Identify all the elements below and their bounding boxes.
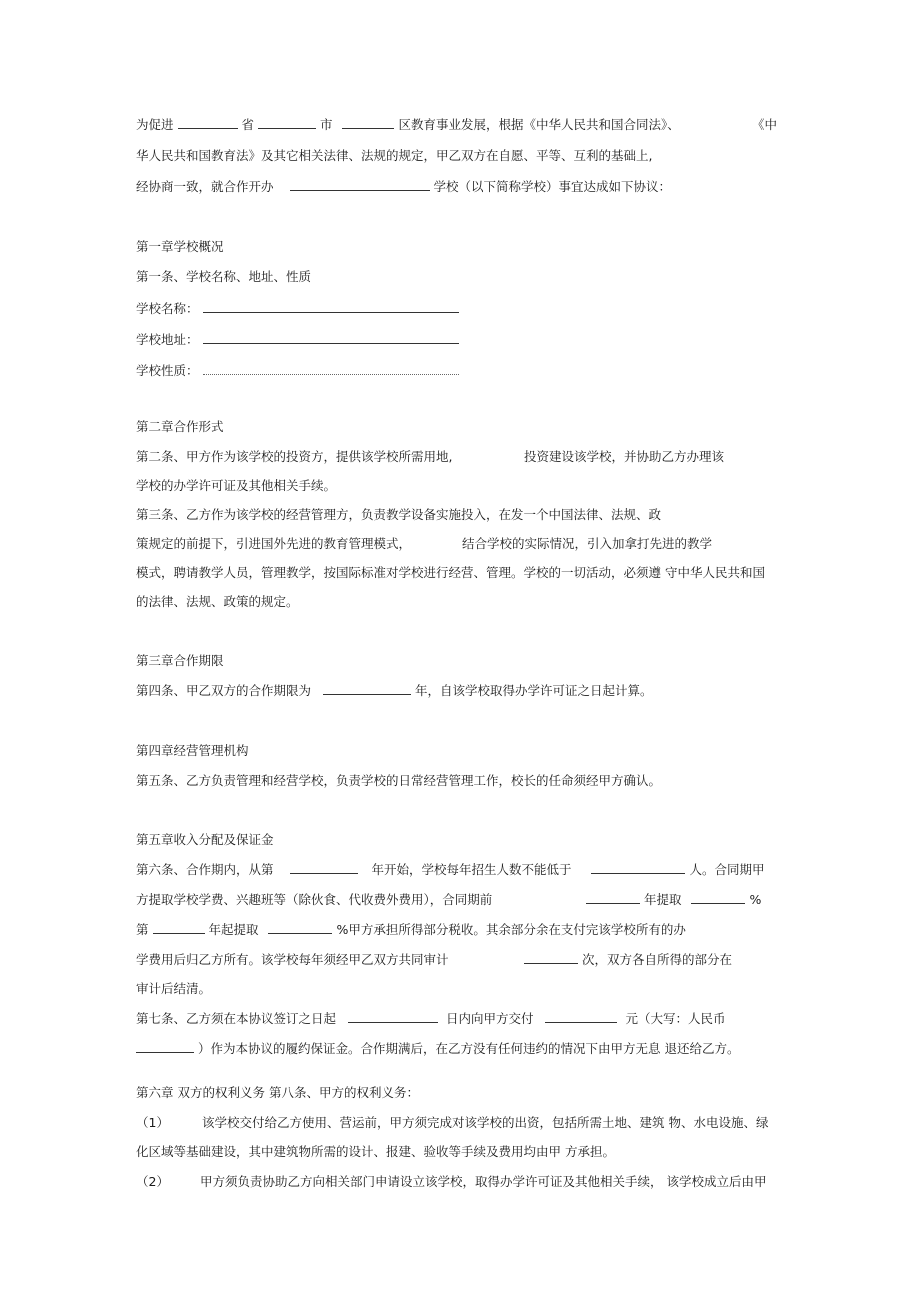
article-6-line-1 (136, 861, 764, 879)
chapter-5-title: 第五章收入分配及保证金 (136, 832, 274, 847)
article-2-line-1b: 投资建设该学校，并协助乙方办理该 (524, 449, 725, 464)
article-7-line-1 (136, 1010, 725, 1028)
intro-line-1 (136, 116, 680, 134)
early-years-blank[interactable] (586, 891, 640, 904)
article-6-line-5: 审计后结清。 (136, 981, 212, 996)
text: 第 (136, 922, 149, 937)
article-3-line-3: 模式，聘请教学人员，管理教学，按国际标准对学校进行经营、管理。学校的一切活动，必须遵 守中华人民共和国 (136, 565, 765, 580)
article-7-line-2 (136, 1040, 739, 1058)
article-3-line-4: 的法律、法规、政策的规定。 (136, 594, 299, 609)
article-5: 第五条、乙方负责管理和经营学校，负责学校的日常经营管理工作，校长的任命须经甲方确认。 (136, 773, 662, 788)
text: 次，双方各自所得的部分在 (581, 952, 732, 967)
province-blank[interactable] (178, 116, 238, 129)
deposit-amount-blank[interactable] (545, 1010, 617, 1023)
text: 元（大写：人民币 (625, 1011, 726, 1026)
chapter-1-title: 第一章学校概况 (136, 239, 224, 254)
audit-times-blank[interactable] (524, 951, 578, 964)
article-3-line-2a: 策规定的前提下，引进国外先进的教育管理模式， (136, 536, 412, 551)
text: 学校（以下简称学校）事宜达成如下协议： (433, 179, 671, 194)
deposit-words-blank[interactable] (136, 1040, 194, 1053)
school-address-row (136, 331, 459, 349)
chapter-6-title: 第六章 双方的权利义务 第八条、甲方的权利义务： (136, 1085, 419, 1100)
chapter-2-title: 第二章合作形式 (136, 419, 224, 434)
text: 日内向甲方交付 (445, 1011, 534, 1026)
item-1-line-1: 该学校交付给乙方使用、营运前，甲方须完成对该学校的出资，包括所需土地、建筑 物、水电设施、绿 (202, 1115, 769, 1130)
text: 第四条、甲乙双方的合作期限为 (136, 683, 312, 698)
article-2-line-1a: 第二条、甲方作为该学校的投资方，提供该学校所需用地, (136, 449, 453, 464)
article-6-line-3 (136, 921, 686, 939)
text: 经协商一致，就合作开办 (136, 179, 274, 194)
article-6-line-2a: 方提取学校学费、兴趣班等（除伙食、代收费外费用），合同期前 (136, 892, 493, 907)
article-6-line-2b (586, 891, 761, 909)
school-address-label: 学校地址： (136, 332, 199, 347)
item-1-number: （1） (136, 1115, 169, 1130)
text: 年开始，学校每年招生人数不能低于 (371, 862, 572, 877)
text: 年起提取 (208, 922, 259, 937)
chapter-4-title: 第四章经营管理机构 (136, 743, 249, 758)
school-nature-label: 学校性质： (136, 363, 199, 378)
school-name-row (136, 300, 459, 318)
start-year-blank[interactable] (290, 861, 358, 874)
intro-line-1-end: 《中 (752, 117, 778, 132)
text: 区教育事业发展，根据《中华人民共和国合同法》、 (398, 117, 680, 132)
later-percent-blank[interactable] (268, 921, 332, 934)
school-address-field[interactable] (203, 331, 459, 344)
article-3-line-1: 第三条、乙方作为该学校的经营管理方，负责教学设备实施投入，在发一个中国法律、法规、政 (136, 507, 662, 522)
article-6-line-4b (524, 951, 732, 969)
district-blank[interactable] (342, 116, 394, 129)
early-percent-blank[interactable] (691, 891, 745, 904)
intro-line-3 (136, 178, 671, 196)
city-blank[interactable] (258, 116, 316, 129)
intro-line-2: 华人民共和国教育法》及其它相关法律、法规的规定，甲乙双方在自愿、平等、互利的基础上, (136, 148, 653, 163)
article-2-line-2: 学校的办学许可证及其他相关手续。 (136, 478, 337, 493)
article-3-line-2b: 结合学校的实际情况，引入加拿打先进的教学 (462, 536, 713, 551)
item-2-number: （2） (136, 1174, 169, 1189)
payment-days-blank[interactable] (348, 1010, 438, 1023)
text: 年，自该学校取得办学许可证之日起计算。 (414, 683, 653, 698)
school-nature-field[interactable] (203, 362, 459, 375)
text: %甲方承担所得部分税收。其余部分余在支付完该学校所有的办 (336, 922, 686, 937)
article-6-line-4a: 学费用后归乙方所有。该学校每年须经甲乙双方共同审计 (136, 952, 449, 967)
chapter-3-title: 第三章合作期限 (136, 653, 224, 668)
school-name-field[interactable] (203, 300, 459, 313)
min-enrollment-blank[interactable] (591, 861, 685, 874)
term-years-blank[interactable] (323, 682, 411, 695)
school-name-label: 学校名称： (136, 301, 199, 316)
article-4 (136, 682, 653, 700)
item-1-line-2: 化区域等基础建设，其中建筑物所需的设计、报建、验收等手续及费用均由甲 方承担。 (136, 1144, 615, 1159)
article-1: 第一条、学校名称、地址、性质 (136, 269, 312, 284)
text: 人。合同期甲 (689, 862, 765, 877)
text: 第七条、乙方须在本协议签订之日起 (136, 1011, 337, 1026)
text: ）作为本协议的履约保证金。合作期满后，在乙方没有任何违约的情况下由甲方无息 退还给乙方。 (197, 1041, 740, 1056)
text: 为促进 (136, 117, 174, 132)
text: 市 (319, 117, 333, 132)
text: 省 (241, 117, 254, 132)
text: 第六条、合作期内，从第 (136, 862, 274, 877)
later-year-blank[interactable] (153, 921, 205, 934)
school-name-blank[interactable] (290, 178, 430, 191)
school-nature-row (136, 362, 459, 380)
text: 年提取 (643, 892, 682, 907)
text: % (749, 892, 762, 907)
item-2-line-1: 甲方须负责协助乙方向相关部门申请设立该学校，取得办学许可证及其他相关手续， 该学校成立后由甲 (200, 1174, 767, 1189)
